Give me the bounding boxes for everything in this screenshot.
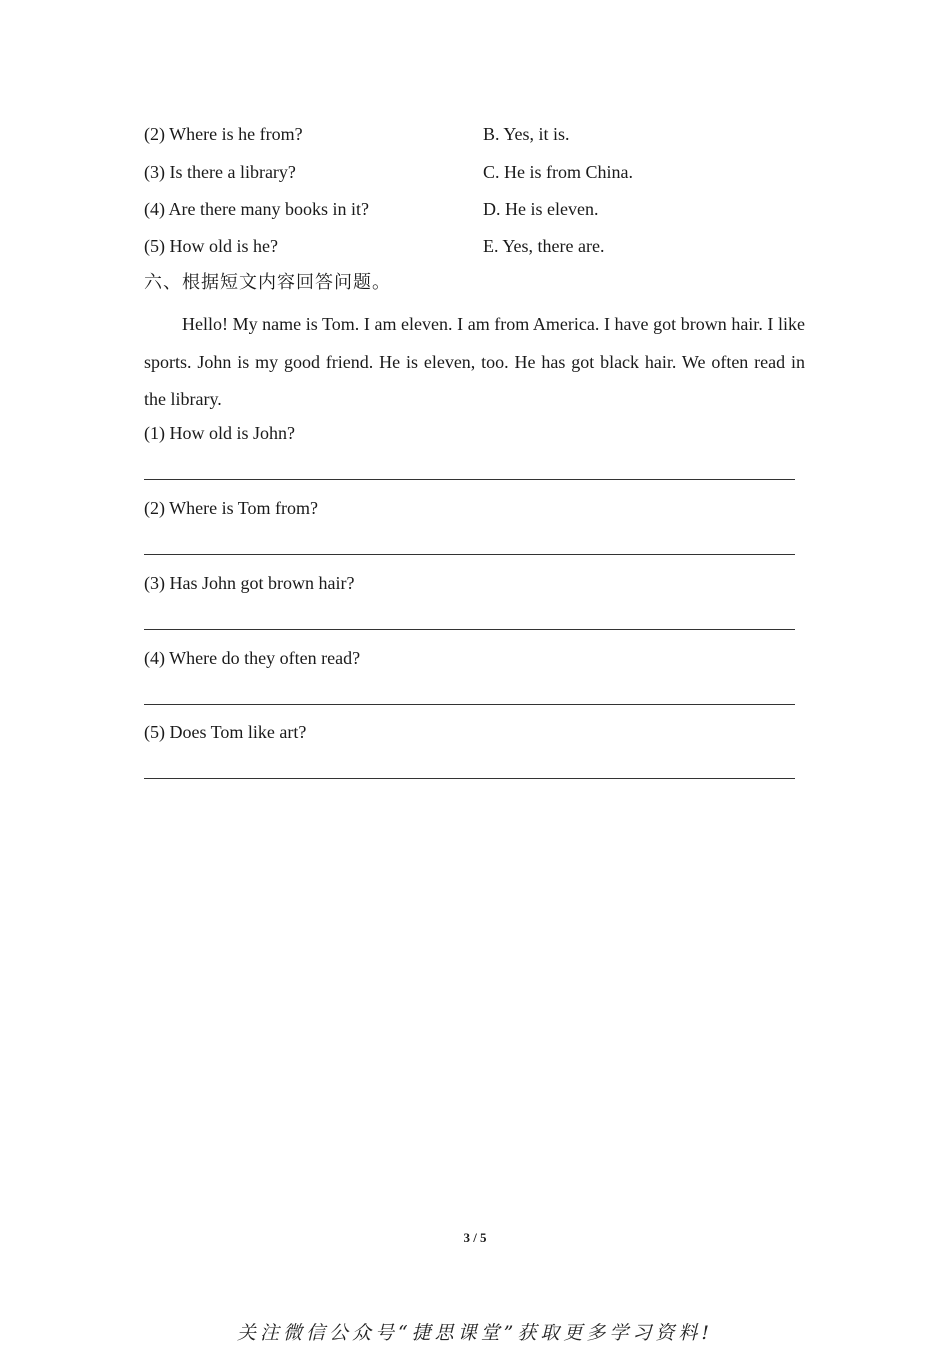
reading-question: (1) How old is John?: [144, 423, 295, 443]
matching-question: (4) Are there many books in it?: [144, 199, 369, 219]
reading-question: (4) Where do they often read?: [144, 648, 361, 668]
answer-line[interactable]: [144, 704, 795, 705]
answer-line[interactable]: [144, 629, 795, 630]
matching-question: (3) Is there a library?: [144, 162, 296, 182]
matching-question: (2) Where is he from?: [144, 124, 303, 144]
footer-note: 关注微信公众号“捷思课堂”获取更多学习资料!: [236, 1322, 714, 1344]
reading-question: (5) Does Tom like art?: [144, 722, 307, 742]
matching-answer: B. Yes, it is.: [483, 124, 570, 144]
page-number: 3 / 5: [463, 1230, 487, 1245]
section-title: 六、根据短文内容回答问题。: [144, 272, 391, 293]
reading-question: (3) Has John got brown hair?: [144, 573, 355, 593]
matching-answer: C. He is from China.: [483, 162, 633, 182]
matching-question: (5) How old is he?: [144, 236, 278, 256]
reading-passage: Hello! My name is Tom. I am eleven. I am from America. I have got brown hair. I like sports. John is my good friend. He is eleven, too. He has got black hair. We often read in the library.: [144, 314, 805, 409]
answer-line[interactable]: [144, 778, 795, 779]
matching-answer: D. He is eleven.: [483, 199, 599, 219]
answer-line[interactable]: [144, 479, 795, 480]
matching-answer: E. Yes, there are.: [483, 236, 605, 256]
reading-question: (2) Where is Tom from?: [144, 498, 319, 518]
answer-line[interactable]: [144, 554, 795, 555]
